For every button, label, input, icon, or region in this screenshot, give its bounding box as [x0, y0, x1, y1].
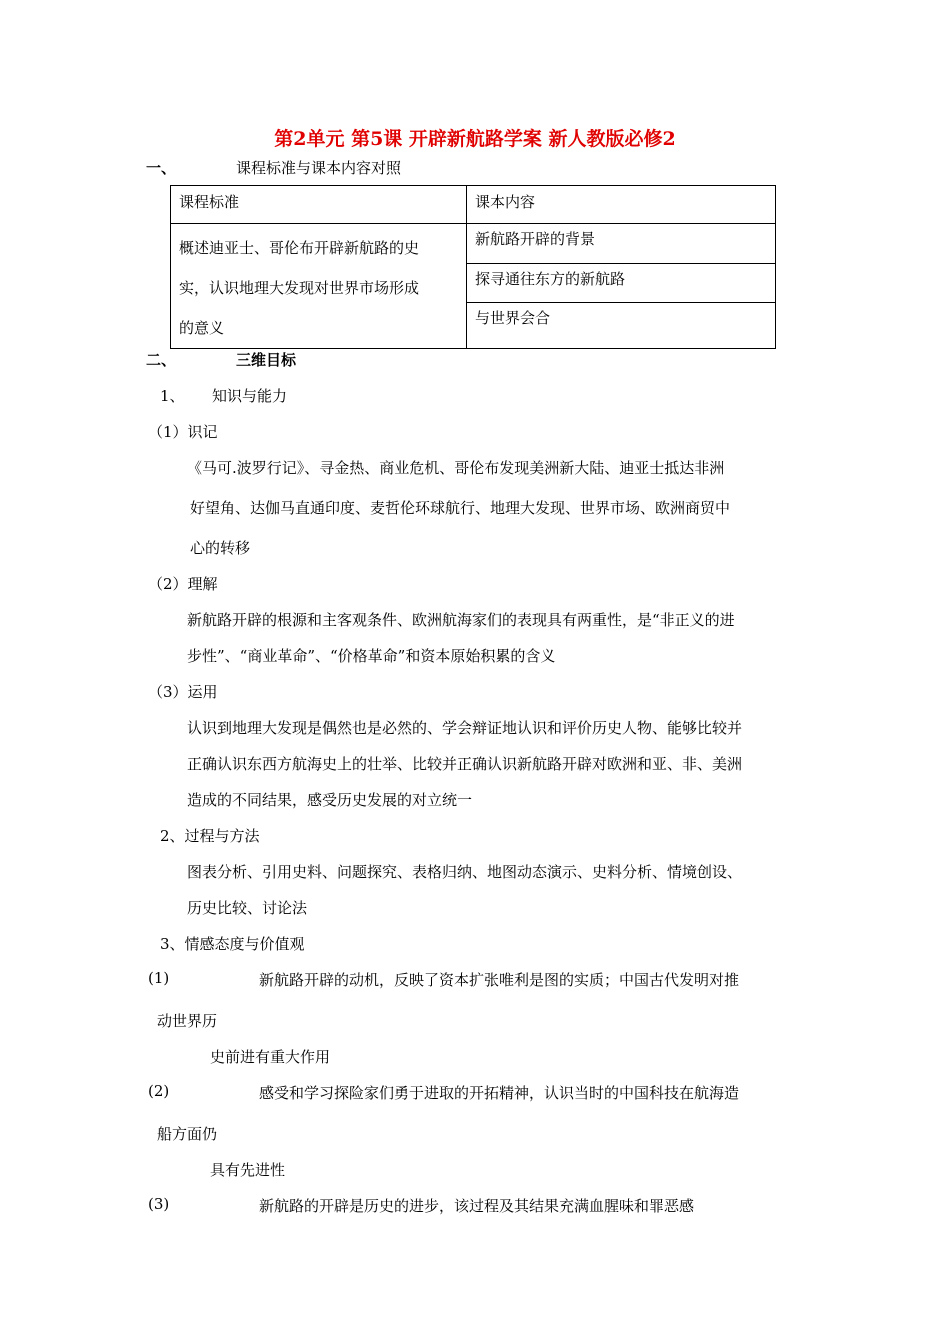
- text-line: 心的转移: [190, 539, 251, 557]
- recall-label: （1）识记: [148, 423, 218, 441]
- text-line: 新航路开辟的动机，反映了资本扩张唯利是图的实质；中国古代发明对推: [259, 971, 740, 989]
- subsection-heading: 3、情感态度与价值观: [160, 935, 305, 953]
- standard-line: 概述迪亚士、哥伦布开辟新航路的史: [179, 239, 420, 257]
- table-cell-content: 新航路开辟的背景: [467, 224, 776, 264]
- text-line: 步性”、“商业革命”、“价格革命”和资本原始积累的含义: [187, 647, 556, 665]
- text-line: 感受和学习探险家们勇于进取的开拓精神，认识当时的中国科技在航海造: [259, 1084, 740, 1102]
- table-header-standard: 课程标准: [171, 186, 467, 224]
- section2-number: 二、: [146, 351, 177, 369]
- text-line: 认识到地理大发现是偶然也是必然的、学会辩证地认识和评价历史人物、能够比较并: [187, 719, 743, 737]
- table-cell-content: 与世界会合: [467, 303, 776, 349]
- text-line: 《马可.波罗行记》、寻金热、商业危机、哥伦布发现美洲新大陆、迪亚士抵达非洲: [187, 459, 725, 477]
- section2-heading: 三维目标: [236, 351, 297, 369]
- table-cell-content: 探寻通往东方的新航路: [467, 263, 776, 303]
- emotion-number: (2): [148, 1082, 170, 1100]
- text-line: 正确认识东西方航海史上的壮举、比较并正确认识新航路开辟对欧洲和亚、非、美洲: [187, 755, 743, 773]
- subsection-number: 1、: [160, 387, 185, 405]
- text-line: 好望角、达伽马直通印度、麦哲伦环球航行、地理大发现、世界市场、欧洲商贸中: [190, 499, 731, 517]
- text-line: 造成的不同结果，感受历史发展的对立统一: [187, 791, 473, 809]
- table-cell-standard: [171, 224, 467, 349]
- emotion-number: (3): [148, 1195, 170, 1213]
- emotion-number: (1): [148, 969, 170, 987]
- section1-heading: 课程标准与课本内容对照: [236, 159, 402, 177]
- page-title: 第2单元 第5课 开辟新航路学案 新人教版必修2: [274, 128, 676, 150]
- subsection-heading: 知识与能力: [212, 387, 288, 405]
- apply-label: （3）运用: [148, 683, 218, 701]
- text-line: 动世界历: [157, 1012, 218, 1030]
- text-line: 史前进有重大作用: [210, 1048, 331, 1066]
- standard-line: 的意义: [179, 319, 225, 337]
- standard-line: 实，认识地理大发现对世界市场形成: [179, 279, 420, 297]
- text-line: 具有先进性: [210, 1161, 286, 1179]
- section1-number: 一、: [146, 159, 177, 177]
- text-line: 船方面仍: [157, 1125, 218, 1143]
- curriculum-table: [170, 185, 776, 349]
- text-line: 历史比较、讨论法: [187, 899, 308, 917]
- text-line: 图表分析、引用史料、问题探究、表格归纳、地图动态演示、史料分析、情境创设、: [187, 863, 743, 881]
- table-header-content: 课本内容: [467, 186, 776, 224]
- subsection-heading: 2、过程与方法: [160, 827, 260, 845]
- text-line: 新航路开辟的根源和主客观条件、欧洲航海家们的表现具有两重性，是“非正义的进: [187, 611, 735, 629]
- text-line: 新航路的开辟是历史的进步，该过程及其结果充满血腥味和罪恶感: [259, 1197, 695, 1215]
- understand-label: （2）理解: [148, 575, 218, 593]
